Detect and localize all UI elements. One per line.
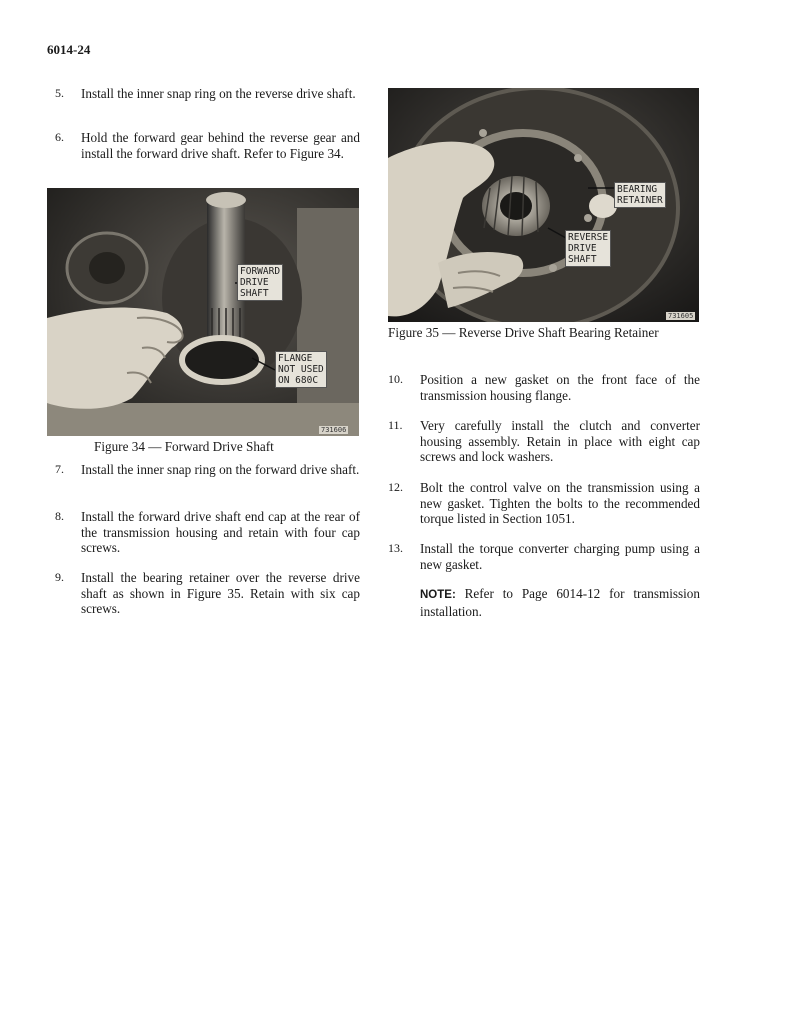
step-number: 8.	[55, 509, 64, 523]
forward-drive-shaft-photo	[47, 188, 359, 436]
step-text: Install the forward drive shaft end cap at the rear of the transmission housing and retain with four cap screws.	[81, 509, 360, 555]
callout-line: NOT USED	[278, 364, 324, 375]
callout-line: FORWARD	[240, 266, 281, 277]
note-label: NOTE:	[420, 589, 456, 601]
photo-id: 731605	[668, 312, 694, 320]
step-text: Position a new gasket on the front face of the transmission housing flange.	[420, 372, 700, 403]
installation-note	[420, 586, 700, 619]
photo-id: 731606	[321, 426, 347, 434]
step-number: 10.	[388, 372, 403, 386]
step-text: Install the torque converter charging pump using a new gasket.	[420, 541, 700, 572]
callout-line: BEARING	[617, 184, 658, 195]
callout-line: SHAFT	[240, 288, 269, 299]
step-text: Install the inner snap ring on the forward drive shaft.	[81, 462, 360, 477]
note-text: Refer to Page 6014-12 for transmission installation.	[420, 586, 700, 619]
step-number: 9.	[55, 570, 64, 584]
figure-35-photo	[388, 88, 699, 322]
step-number: 6.	[55, 130, 64, 144]
step-number: 5.	[55, 86, 64, 100]
callout-line: REVERSE	[568, 232, 609, 243]
step-text: Very carefully install the clutch and converter housing assembly. Retain in place with eight cap screws and lock washers.	[420, 418, 700, 464]
callout-line: DRIVE	[568, 243, 597, 254]
callout-reverse-drive-shaft	[565, 230, 611, 267]
figure-35-caption: Figure 35 — Reverse Drive Shaft Bearing Retainer	[388, 325, 659, 340]
callout-line: DRIVE	[240, 277, 269, 288]
step-text: Bolt the control valve on the transmission using a new gasket. Tighten the bolts to the recommended torque listed in Section 1051.	[420, 480, 700, 526]
callout-line: ON 680C	[278, 375, 319, 386]
callout-line: RETAINER	[617, 195, 663, 206]
step-number: 12.	[388, 480, 403, 494]
step-number: 7.	[55, 462, 64, 476]
step-text: Install the bearing retainer over the reverse drive shaft as shown in Figure 35. Retain with six cap screws.	[81, 570, 360, 616]
right-column	[388, 372, 700, 632]
step-number: 13.	[388, 541, 403, 555]
step-number: 11.	[388, 418, 403, 432]
figure-34-photo	[47, 188, 359, 436]
figure-34-caption: Figure 34 — Forward Drive Shaft	[94, 439, 274, 454]
step-text: Hold the forward gear behind the reverse gear and install the forward drive shaft. Refer to Figure 34.	[81, 130, 360, 161]
callout-bearing-retainer	[614, 182, 666, 208]
callout-forward-drive-shaft	[237, 264, 283, 301]
callout-line: FLANGE	[278, 353, 313, 364]
callout-flange	[275, 351, 327, 388]
callout-line: SHAFT	[568, 254, 597, 265]
step-text: Install the inner snap ring on the reverse drive shaft.	[81, 86, 356, 101]
page-number: 6014-24	[47, 42, 91, 57]
